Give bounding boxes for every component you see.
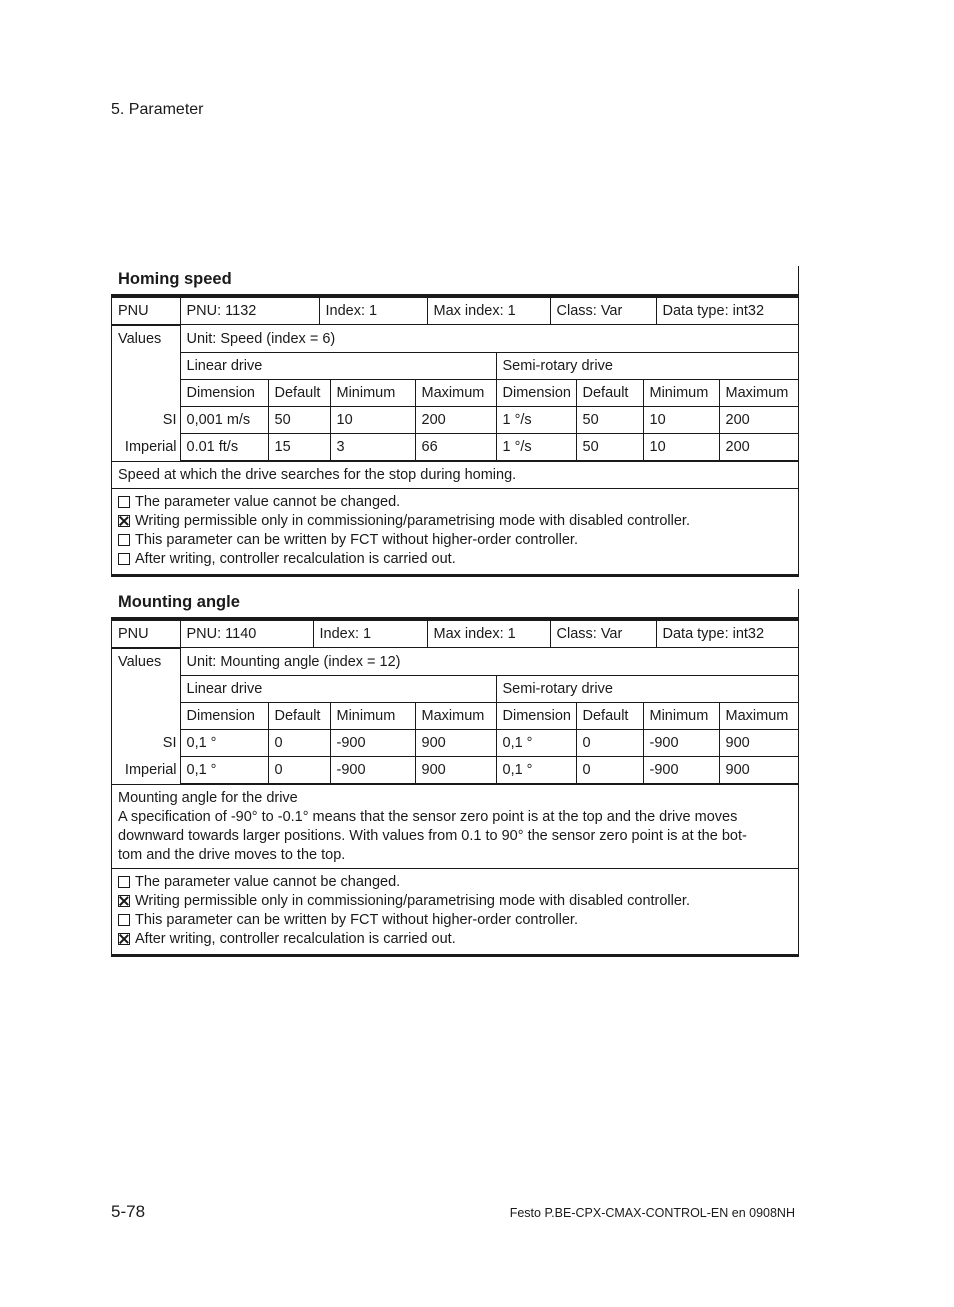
checkbox-checked-icon: [118, 895, 130, 907]
option-item: [118, 531, 792, 550]
parameter-options: [112, 488, 798, 574]
table-cell: 900: [719, 729, 798, 756]
data-type: Data type: int32: [656, 298, 798, 325]
option-item: [118, 911, 792, 930]
checkbox-empty-icon: [118, 876, 130, 888]
table-row: [112, 756, 798, 783]
table-cell: 1 °/s: [496, 433, 576, 460]
option-text: Writing permissible only in commissioning/parametrising mode with disabled controller.: [135, 892, 690, 909]
max-index: Max index: 1: [427, 621, 550, 648]
table-cell: 0.01 ft/s: [180, 433, 268, 460]
option-item: [118, 892, 792, 911]
column-header: Maximum: [719, 702, 798, 729]
pnu-number: PNU: 1132: [180, 298, 319, 325]
option-text: The parameter value cannot be changed.: [135, 873, 401, 890]
description-line: A specification of -90° to -0.1° means that the sensor zero point is at the top and the drive moves: [118, 808, 738, 825]
table-cell: 0,1 °: [496, 756, 576, 783]
table-cell: 10: [643, 406, 719, 433]
checkbox-empty-icon: [118, 553, 130, 565]
chapter-header: 5. Parameter: [111, 101, 204, 118]
table-cell: 0,1 °: [180, 756, 268, 783]
table-cell: 50: [268, 406, 330, 433]
section-title: Mounting angle: [111, 589, 799, 621]
table-cell: 0: [268, 729, 330, 756]
description-line: Speed at which the drive searches for the stop during homing.: [118, 466, 517, 483]
linear-drive-label: Linear drive: [180, 352, 496, 379]
table-cell: 900: [719, 756, 798, 783]
column-header-row: [112, 379, 798, 406]
semi-rotary-drive-label: Semi-rotary drive: [496, 352, 798, 379]
parameter-section-homing-speed: [111, 266, 799, 577]
table-cell: 0,1 °: [180, 729, 268, 756]
table-cell: 200: [719, 433, 798, 460]
table-cell: -900: [330, 756, 415, 783]
parameter-section-mounting-angle: [111, 589, 799, 957]
option-text: This parameter can be written by FCT without higher-order controller.: [135, 911, 578, 928]
index: Index: 1: [313, 621, 427, 648]
table-cell: 1 °/s: [496, 406, 576, 433]
class: Class: Var: [550, 298, 656, 325]
class: Class: Var: [550, 621, 656, 648]
table-cell: 10: [330, 406, 415, 433]
table-cell: 50: [576, 433, 643, 460]
column-header: Maximum: [719, 379, 798, 406]
parameter-options: [112, 868, 798, 954]
pnu-row: [112, 298, 798, 325]
column-header: Dimension: [496, 379, 576, 406]
column-header: Maximum: [415, 702, 496, 729]
pnu-label: PNU: [112, 298, 180, 325]
values-table: [112, 325, 798, 461]
parameter-description: [112, 461, 798, 488]
description-line: downward towards larger positions. With values from 0.1 to 90° the sensor zero point is at the bot-: [118, 827, 747, 844]
pnu-label: PNU: [112, 621, 180, 648]
drive-type-row: [112, 352, 798, 379]
section-title: Homing speed: [111, 266, 799, 298]
pnu-row-table: [112, 298, 798, 325]
row-label-si: SI: [112, 406, 180, 433]
column-header: Default: [576, 379, 643, 406]
table-cell: 15: [268, 433, 330, 460]
parameter-description: [112, 784, 798, 868]
pnu-number: PNU: 1140: [180, 621, 313, 648]
drive-type-row: [112, 675, 798, 702]
column-header: Maximum: [415, 379, 496, 406]
table-cell: 50: [576, 406, 643, 433]
column-header: Minimum: [643, 379, 719, 406]
option-item: [118, 873, 792, 892]
unit-row: [112, 326, 798, 353]
column-header-row: [112, 702, 798, 729]
column-header: Dimension: [496, 702, 576, 729]
unit-cell: Unit: Speed (index = 6): [180, 326, 798, 353]
parameter-table-body: [111, 298, 799, 577]
linear-drive-label: Linear drive: [180, 675, 496, 702]
column-header: Default: [268, 702, 330, 729]
table-cell: -900: [643, 729, 719, 756]
table-cell: 0,001 m/s: [180, 406, 268, 433]
table-cell: -900: [643, 756, 719, 783]
option-text: Writing permissible only in commissioning/parametrising mode with disabled controller.: [135, 512, 690, 529]
table-cell: 0: [576, 756, 643, 783]
data-type: Data type: int32: [656, 621, 798, 648]
document-id: Festo P.BE-CPX-CMAX-CONTROL-EN en 0908NH: [509, 1206, 795, 1220]
column-header: Dimension: [180, 702, 268, 729]
option-item: [118, 550, 792, 569]
option-item: [118, 512, 792, 531]
option-text: This parameter can be written by FCT without higher-order controller.: [135, 531, 578, 548]
description-line: tom and the drive moves to the top.: [118, 846, 346, 863]
pnu-row: [112, 621, 798, 648]
index: Index: 1: [319, 298, 427, 325]
values-label: Values: [112, 326, 180, 353]
values-table: [112, 648, 798, 784]
column-header: Minimum: [330, 702, 415, 729]
checkbox-checked-icon: [118, 515, 130, 527]
row-label-imperial: Imperial: [112, 433, 180, 460]
column-header: Minimum: [643, 702, 719, 729]
max-index: Max index: 1: [427, 298, 550, 325]
table-cell: 900: [415, 756, 496, 783]
checkbox-empty-icon: [118, 534, 130, 546]
table-row: [112, 729, 798, 756]
table-cell: 3: [330, 433, 415, 460]
table-cell: 900: [415, 729, 496, 756]
page-number: 5-78: [111, 1202, 146, 1221]
checkbox-checked-icon: [118, 933, 130, 945]
parameter-table-body: [111, 621, 799, 957]
table-row: [112, 433, 798, 460]
semi-rotary-drive-label: Semi-rotary drive: [496, 675, 798, 702]
table-cell: 66: [415, 433, 496, 460]
table-cell: 200: [415, 406, 496, 433]
row-label-imperial: Imperial: [112, 756, 180, 783]
row-label-si: SI: [112, 729, 180, 756]
table-cell: 200: [719, 406, 798, 433]
table-cell: 0: [268, 756, 330, 783]
checkbox-empty-icon: [118, 496, 130, 508]
checkbox-empty-icon: [118, 914, 130, 926]
table-cell: 0: [576, 729, 643, 756]
option-text: After writing, controller recalculation is carried out.: [135, 930, 456, 947]
pnu-row-table: [112, 621, 798, 648]
option-text: The parameter value cannot be changed.: [135, 493, 401, 510]
table-cell: 10: [643, 433, 719, 460]
column-header: Default: [268, 379, 330, 406]
column-header: Minimum: [330, 379, 415, 406]
unit-row: [112, 649, 798, 676]
option-text: After writing, controller recalculation is carried out.: [135, 550, 456, 567]
table-cell: -900: [330, 729, 415, 756]
description-line: Mounting angle for the drive: [118, 789, 298, 806]
unit-cell: Unit: Mounting angle (index = 12): [180, 649, 798, 676]
option-item: [118, 493, 792, 512]
column-header: Dimension: [180, 379, 268, 406]
table-row: [112, 406, 798, 433]
table-cell: 0,1 °: [496, 729, 576, 756]
values-label: Values: [112, 649, 180, 676]
column-header: Default: [576, 702, 643, 729]
option-item: [118, 930, 792, 949]
